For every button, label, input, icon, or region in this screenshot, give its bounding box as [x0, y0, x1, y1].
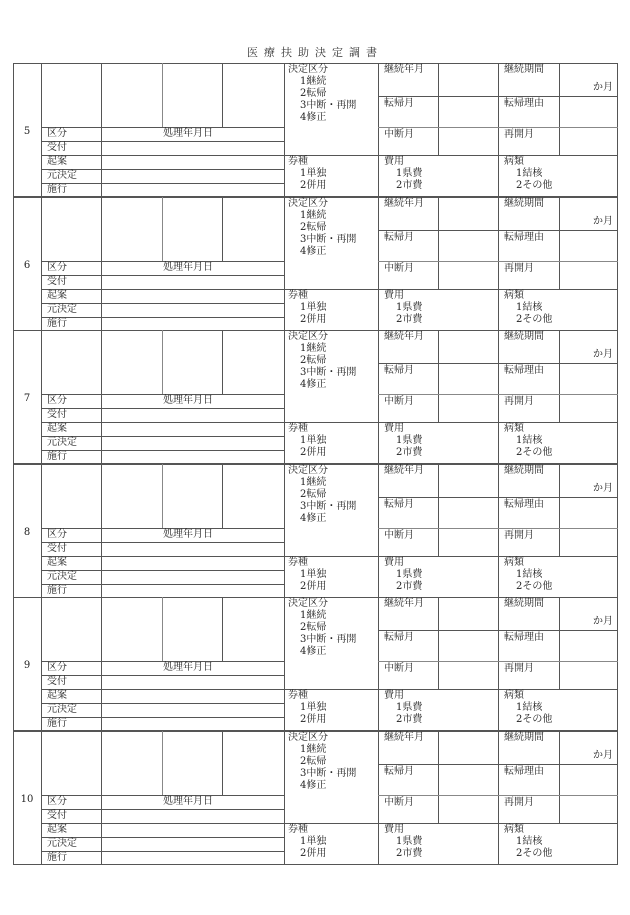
ticket-option: 2併用 — [300, 447, 327, 459]
record-block — [13, 731, 618, 864]
decision-option: 1継続 — [300, 209, 327, 221]
resumption-month-label: 再開月 — [504, 529, 534, 541]
decision-option: 2転帰 — [300, 88, 327, 99]
resumption-month-label: 再開月 — [504, 797, 534, 808]
disease-option: 1結核 — [516, 301, 543, 313]
cost-label: 費用 — [384, 824, 404, 835]
shikou-label: 施行 — [47, 184, 67, 195]
processing-date-label: 処理年月日 — [163, 528, 213, 540]
cost-option: 2市費 — [396, 848, 423, 859]
continuation-month-label: 継続年月 — [384, 331, 424, 343]
outcome-reason-label: 転帰理由 — [504, 98, 544, 109]
continuation-period-label: 継続期間 — [504, 331, 544, 343]
resumption-month-label: 再開月 — [504, 396, 534, 408]
decision-option: 3中断・再開 — [300, 100, 357, 111]
shikou-label: 施行 — [47, 451, 67, 463]
cost-option: 2市費 — [396, 714, 423, 726]
suspension-month-label: 中断月 — [384, 797, 414, 808]
decision-type-label: 決定区分 — [288, 331, 328, 343]
continuation-month-label: 継続年月 — [384, 598, 424, 610]
shikou-label: 施行 — [47, 718, 67, 730]
kubun-label: 区分 — [47, 796, 67, 807]
decision-option: 2転帰 — [300, 221, 327, 233]
suspension-month-label: 中断月 — [384, 663, 414, 675]
record-block — [13, 597, 618, 730]
continuation-month-label: 継続年月 — [384, 464, 424, 476]
continuation-period-label: 継続期間 — [504, 598, 544, 610]
decision-option: 2転帰 — [300, 622, 327, 634]
continuation-period-label: 継続期間 — [504, 197, 544, 209]
disease-type-label: 病類 — [504, 690, 524, 702]
page-title: 医療扶助決定調書 — [247, 46, 383, 59]
decision-option: 3中断・再開 — [300, 367, 357, 379]
processing-date-label: 処理年月日 — [163, 395, 213, 407]
moto-kettei-label: 元決定 — [47, 570, 77, 582]
months-unit-label: か月 — [593, 215, 613, 227]
record-block — [13, 63, 618, 196]
disease-option: 2その他 — [516, 714, 553, 726]
decision-type-label: 決定区分 — [288, 197, 328, 209]
ticket-type-label: 券種 — [288, 690, 308, 702]
ticket-option: 1単独 — [300, 568, 327, 580]
decision-option: 1継続 — [300, 744, 327, 755]
continuation-month-label: 継続年月 — [384, 64, 424, 75]
record-number: 7 — [23, 393, 31, 405]
suspension-month-label: 中断月 — [384, 262, 414, 274]
ticket-option: 1単独 — [300, 435, 327, 447]
record-block — [13, 330, 618, 463]
decision-type-label: 決定区分 — [288, 464, 328, 476]
disease-option: 2その他 — [516, 580, 553, 592]
resumption-month-label: 再開月 — [504, 262, 534, 274]
outcome-reason-label: 転帰理由 — [504, 766, 544, 777]
record-number: 8 — [23, 526, 31, 538]
moto-kettei-label: 元決定 — [47, 838, 77, 849]
ticket-option: 2併用 — [300, 714, 327, 726]
months-unit-label: か月 — [593, 82, 613, 93]
record-block — [13, 197, 618, 330]
uketsuke-label: 受付 — [47, 409, 67, 421]
continuation-month-label: 継続年月 — [384, 732, 424, 743]
ticket-option: 1単独 — [300, 301, 327, 313]
shikou-label: 施行 — [47, 317, 67, 329]
uketsuke-label: 受付 — [47, 142, 67, 153]
decision-option: 1継続 — [300, 476, 327, 488]
kian-label: 起案 — [47, 156, 67, 167]
cost-option: 1県費 — [396, 435, 423, 447]
cost-option: 1県費 — [396, 702, 423, 714]
decision-option: 4修正 — [300, 112, 327, 123]
disease-option: 1結核 — [516, 435, 543, 447]
record-block — [13, 464, 618, 597]
shikou-label: 施行 — [47, 584, 67, 596]
record-number: 9 — [23, 660, 31, 672]
moto-kettei-label: 元決定 — [47, 303, 77, 315]
disease-option: 1結核 — [516, 702, 543, 714]
outcome-month-label: 転帰月 — [384, 231, 414, 243]
uketsuke-label: 受付 — [47, 676, 67, 688]
decision-option: 4修正 — [300, 780, 327, 791]
months-unit-label: か月 — [593, 482, 613, 494]
outcome-month-label: 転帰月 — [384, 766, 414, 777]
kubun-label: 区分 — [47, 261, 67, 273]
cost-option: 1県費 — [396, 301, 423, 313]
moto-kettei-label: 元決定 — [47, 437, 77, 449]
kubun-label: 区分 — [47, 395, 67, 407]
cost-option: 1県費 — [396, 836, 423, 847]
ticket-option: 1単独 — [300, 836, 327, 847]
cost-label: 費用 — [384, 556, 404, 568]
disease-option: 2その他 — [516, 848, 553, 859]
moto-kettei-label: 元決定 — [47, 704, 77, 716]
decision-option: 4修正 — [300, 245, 327, 257]
ticket-option: 2併用 — [300, 580, 327, 592]
decision-option: 1継続 — [300, 610, 327, 622]
cost-label: 費用 — [384, 289, 404, 301]
decision-type-label: 決定区分 — [288, 732, 328, 743]
months-unit-label: か月 — [593, 349, 613, 361]
outcome-reason-label: 転帰理由 — [504, 498, 544, 510]
cost-option: 1県費 — [396, 168, 423, 179]
ticket-option: 1単独 — [300, 702, 327, 714]
decision-option: 2転帰 — [300, 355, 327, 367]
decision-option: 4修正 — [300, 512, 327, 524]
continuation-month-label: 継続年月 — [384, 197, 424, 209]
decision-option: 3中断・再開 — [300, 634, 357, 646]
ticket-type-label: 券種 — [288, 556, 308, 568]
cost-option: 2市費 — [396, 580, 423, 592]
disease-type-label: 病類 — [504, 423, 524, 435]
disease-option: 1結核 — [516, 836, 543, 847]
uketsuke-label: 受付 — [47, 810, 67, 821]
moto-kettei-label: 元決定 — [47, 170, 77, 181]
continuation-period-label: 継続期間 — [504, 732, 544, 743]
cost-label: 費用 — [384, 690, 404, 702]
processing-date-label: 処理年月日 — [163, 796, 213, 807]
kian-label: 起案 — [47, 824, 67, 835]
decision-option: 3中断・再開 — [300, 768, 357, 779]
cost-label: 費用 — [384, 156, 404, 167]
cost-label: 費用 — [384, 423, 404, 435]
kian-label: 起案 — [47, 289, 67, 301]
outcome-month-label: 転帰月 — [384, 498, 414, 510]
disease-option: 2その他 — [516, 447, 553, 459]
record-number: 5 — [23, 126, 31, 137]
processing-date-label: 処理年月日 — [163, 128, 213, 139]
suspension-month-label: 中断月 — [384, 396, 414, 408]
outcome-month-label: 転帰月 — [384, 98, 414, 109]
uketsuke-label: 受付 — [47, 275, 67, 287]
outcome-reason-label: 転帰理由 — [504, 365, 544, 377]
outcome-month-label: 転帰月 — [384, 632, 414, 644]
record-number: 10 — [20, 794, 34, 805]
decision-option: 2転帰 — [300, 488, 327, 500]
decision-option: 4修正 — [300, 379, 327, 391]
outcome-month-label: 転帰月 — [384, 365, 414, 377]
processing-date-label: 処理年月日 — [163, 662, 213, 674]
ticket-option: 2併用 — [300, 313, 327, 325]
months-unit-label: か月 — [593, 616, 613, 628]
decision-option: 1継続 — [300, 343, 327, 355]
ticket-option: 1単独 — [300, 168, 327, 179]
kian-label: 起案 — [47, 423, 67, 435]
outcome-reason-label: 転帰理由 — [504, 632, 544, 644]
decision-option: 3中断・再開 — [300, 500, 357, 512]
suspension-month-label: 中断月 — [384, 529, 414, 541]
disease-option: 2その他 — [516, 180, 553, 191]
decision-type-label: 決定区分 — [288, 598, 328, 610]
ticket-type-label: 券種 — [288, 824, 308, 835]
disease-option: 1結核 — [516, 168, 543, 179]
record-number: 6 — [23, 259, 31, 271]
kubun-label: 区分 — [47, 662, 67, 674]
kubun-label: 区分 — [47, 528, 67, 540]
suspension-month-label: 中断月 — [384, 129, 414, 140]
disease-option: 2その他 — [516, 313, 553, 325]
ticket-type-label: 券種 — [288, 289, 308, 301]
outcome-reason-label: 転帰理由 — [504, 231, 544, 243]
cost-option: 1県費 — [396, 568, 423, 580]
disease-type-label: 病類 — [504, 156, 524, 167]
kian-label: 起案 — [47, 690, 67, 702]
continuation-period-label: 継続期間 — [504, 64, 544, 75]
ticket-option: 2併用 — [300, 180, 327, 191]
ticket-type-label: 券種 — [288, 156, 308, 167]
cost-option: 2市費 — [396, 180, 423, 191]
uketsuke-label: 受付 — [47, 542, 67, 554]
shikou-label: 施行 — [47, 852, 67, 863]
disease-type-label: 病類 — [504, 289, 524, 301]
months-unit-label: か月 — [593, 750, 613, 761]
disease-option: 1結核 — [516, 568, 543, 580]
decision-option: 3中断・再開 — [300, 233, 357, 245]
disease-type-label: 病類 — [504, 556, 524, 568]
kubun-label: 区分 — [47, 128, 67, 139]
cost-option: 2市費 — [396, 447, 423, 459]
resumption-month-label: 再開月 — [504, 129, 534, 140]
continuation-period-label: 継続期間 — [504, 464, 544, 476]
processing-date-label: 処理年月日 — [163, 261, 213, 273]
decision-option: 4修正 — [300, 646, 327, 658]
decision-option: 1継続 — [300, 76, 327, 87]
resumption-month-label: 再開月 — [504, 663, 534, 675]
decision-option: 2転帰 — [300, 756, 327, 767]
decision-type-label: 決定区分 — [288, 64, 328, 75]
ticket-option: 2併用 — [300, 848, 327, 859]
disease-type-label: 病類 — [504, 824, 524, 835]
cost-option: 2市費 — [396, 313, 423, 325]
kian-label: 起案 — [47, 556, 67, 568]
ticket-type-label: 券種 — [288, 423, 308, 435]
